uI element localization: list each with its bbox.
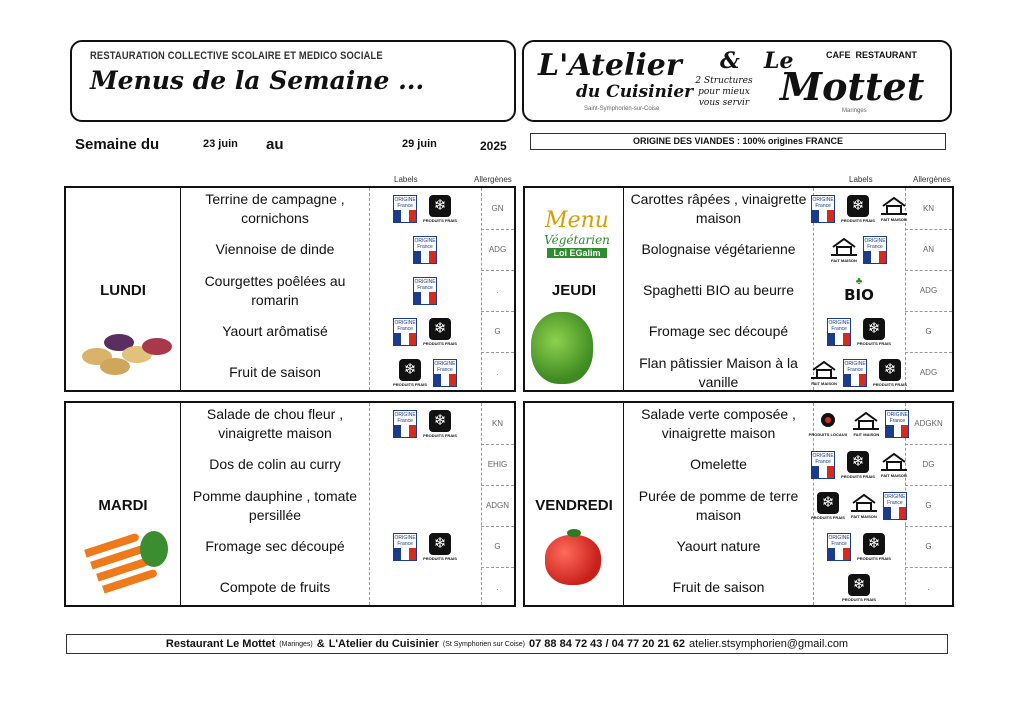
origine-france-icon: ORIGINE France — [413, 236, 437, 264]
snowflake-icon: ❄ PRODUITS FRAIS — [857, 319, 891, 346]
origine-france-icon: ORIGINE France — [863, 236, 887, 264]
origine-france-icon: ORIGINE France — [393, 410, 417, 438]
dish-allergens: G — [925, 501, 932, 510]
origine-france-icon: ORIGINE France — [811, 195, 835, 223]
house-icon: FAIT MAISON — [851, 493, 877, 519]
house-icon: FAIT MAISON — [811, 360, 837, 386]
snowflake-icon: ❄ PRODUITS FRAIS — [423, 534, 457, 561]
potato-shape — [142, 338, 172, 355]
dish-labels — [369, 188, 481, 229]
dish-allergens: . — [496, 368, 499, 377]
dish-labels — [813, 485, 905, 526]
dish-name: Viennoise de dinde — [215, 241, 335, 258]
day-column — [525, 403, 624, 605]
dish-allergens: G — [494, 327, 501, 336]
origin-note: ORIGINE DES VIANDES : 100% origines FRANCE — [530, 133, 946, 150]
day-column — [66, 403, 181, 605]
logo-atelier-place: Saint-Symphorien-sur-Coise — [584, 106, 660, 112]
logo-le: Le — [764, 48, 794, 74]
logo-ampersand: & — [720, 48, 740, 74]
potato-shape — [100, 358, 130, 375]
snowflake-icon: ❄ PRODUITS FRAIS — [873, 360, 907, 387]
snowflake-icon: ❄ PRODUITS FRAIS — [857, 534, 891, 561]
dish-name: Pomme dauphine , tomate persillée — [192, 488, 358, 523]
origine-france-icon: ORIGINE France — [393, 533, 417, 561]
dish-allergens: ADG — [919, 368, 938, 377]
origine-france-icon: ORIGINE France — [393, 195, 417, 223]
footer-amp: & — [316, 638, 325, 650]
origine-france-icon: ORIGINE France — [827, 318, 851, 346]
lettuce-image — [531, 312, 593, 384]
dish-allergens: KN — [491, 419, 504, 428]
tomato-stem — [567, 529, 581, 537]
dish-allergens: . — [496, 286, 499, 295]
origine-france-icon: ORIGINE France — [811, 451, 835, 479]
logo-mottet-place: Maringes — [842, 108, 867, 114]
week-to-label: au — [266, 136, 284, 153]
footer-contact — [66, 634, 948, 654]
house-icon: FAIT MAISON — [853, 411, 879, 437]
logo-cafe-tag: CAFE RESTAURANT — [826, 50, 917, 60]
labels-heading-right: Labels — [849, 175, 873, 184]
page-title: Menus de la Semaine ... — [90, 66, 425, 95]
dish-name: Dos de colin au curry — [209, 456, 341, 473]
house-icon: FAIT MAISON — [831, 237, 857, 263]
origine-france-icon: ORIGINE France — [413, 277, 437, 305]
potatoes-image — [76, 328, 172, 380]
logo-atelier-sub: du Cuisinier — [576, 82, 694, 102]
dish-labels — [369, 567, 481, 608]
title-box — [70, 40, 516, 122]
logo-atelier: L'Atelier — [538, 48, 682, 83]
dish-allergens: ADG — [488, 245, 507, 254]
origine-france-icon: ORIGINE France — [393, 318, 417, 346]
dish-allergens: . — [927, 583, 930, 592]
snowflake-icon: ❄ PRODUITS FRAIS — [393, 360, 427, 387]
dish-labels — [369, 444, 481, 485]
dish-labels — [813, 567, 905, 608]
header-subtitle: RESTAURATION COLLECTIVE SCOLAIRE ET MEDICO SOCIALE — [90, 50, 383, 62]
day-column — [66, 188, 181, 390]
snowflake-icon: ❄ PRODUITS FRAIS — [423, 319, 457, 346]
dish-labels — [369, 485, 481, 526]
snowflake-icon: ❄ PRODUITS FRAIS — [841, 196, 875, 223]
dish-name: Omelette — [690, 456, 747, 473]
snowflake-icon: ❄ PRODUITS FRAIS — [423, 196, 457, 223]
structures-note: 2 Structures pour mieux vous servir — [695, 76, 753, 108]
snowflake-icon: ❄ PRODUITS FRAIS — [841, 452, 875, 479]
dish-allergens: ADGKN — [914, 419, 943, 428]
carrot-leaves — [140, 531, 168, 567]
dish-allergens: G — [494, 542, 501, 551]
week-label: Semaine du — [75, 136, 160, 153]
dish-allergens: GN — [491, 204, 504, 213]
dish-allergens: G — [925, 327, 932, 336]
origine-france-icon: ORIGINE France — [827, 533, 851, 561]
dish-allergens: . — [496, 583, 499, 592]
dish-name: Bolognaise végétarienne — [641, 241, 796, 258]
week-from: 23 juin — [203, 138, 238, 150]
origine-france-icon: ORIGINE France — [885, 410, 909, 438]
dish-name: Purée de pomme de terre maison — [638, 488, 799, 523]
footer-restaurant-2-place: (St Symphorien sur Coise) — [442, 640, 525, 648]
local-products-icon: PRODUITS LOCAUX — [809, 411, 848, 437]
dish-labels — [808, 403, 908, 444]
dish-allergens: AN — [922, 245, 935, 254]
labels-heading-left: Labels — [394, 175, 418, 184]
day-column — [525, 188, 624, 390]
dish-allergens: KN — [922, 204, 935, 213]
dish-name: Spaghetti BIO au beurre — [643, 282, 794, 299]
vegetarian-menu-badge: Menu Végétarien Loi EGalim — [544, 208, 610, 258]
footer-restaurant-1-place: (Maringes) — [279, 640, 313, 648]
dish-name: Salade de chou fleur , vinaigrette maison — [206, 406, 344, 441]
dish-labels — [369, 229, 481, 270]
day-panel-vendredi — [523, 401, 954, 607]
day-panel-lundi — [64, 186, 516, 392]
dish-allergens: ADGN — [485, 501, 510, 510]
allergens-heading-right: Allergènes — [913, 175, 951, 184]
day-name: MARDI — [98, 497, 148, 514]
origine-france-icon: ORIGINE France — [883, 492, 907, 520]
dish-labels — [369, 270, 481, 311]
dish-labels — [813, 311, 905, 352]
day-panel-jeudi — [523, 186, 954, 392]
dish-name: Yaourt arômatisé — [222, 323, 328, 340]
dish-labels — [369, 403, 481, 444]
dish-allergens: EHIG — [487, 460, 508, 469]
dish-name: Flan pâtissier Maison à la vanille — [639, 355, 798, 390]
house-icon: FAIT MAISON — [881, 452, 907, 478]
dish-labels — [369, 352, 481, 393]
dish-name: Fruit de saison — [672, 579, 765, 596]
bio-icon: ♣ BIO — [844, 275, 874, 304]
day-panel-mardi — [64, 401, 516, 607]
dish-labels — [813, 526, 905, 567]
dish-name: Fromage sec découpé — [648, 323, 789, 340]
dish-labels — [813, 352, 905, 393]
day-name: VENDREDI — [535, 497, 613, 514]
dish-name: Carottes râpées , vinaigrette maison — [630, 191, 807, 226]
dish-labels — [813, 188, 905, 229]
dish-labels — [369, 311, 481, 352]
footer-email[interactable]: atelier.stsymphorien@gmail.com — [688, 638, 849, 650]
dish-labels — [813, 270, 905, 311]
snowflake-icon: ❄ PRODUITS FRAIS — [811, 493, 845, 520]
dish-name: Yaourt nature — [676, 538, 761, 555]
week-to: 29 juin — [402, 138, 437, 150]
dish-name: Terrine de campagne , cornichons — [205, 191, 345, 226]
allergens-heading-left: Allergènes — [474, 175, 512, 184]
logo-mottet: Mottet — [780, 64, 925, 109]
footer-restaurant-2: L'Atelier du Cuisinier — [328, 638, 439, 650]
origine-france-icon: ORIGINE France — [843, 359, 867, 387]
dish-name: Fruit de saison — [229, 364, 321, 381]
tomato-image — [545, 535, 601, 585]
leaf-icon: ♣ — [855, 275, 863, 287]
footer-restaurant-1: Restaurant Le Mottet — [165, 638, 276, 650]
dish-labels — [369, 526, 481, 567]
week-year: 2025 — [480, 139, 507, 153]
footer-phones: 07 88 84 72 43 / 04 77 20 21 62 — [529, 638, 685, 650]
dish-name: Fromage sec découpé — [205, 538, 345, 555]
dish-allergens: G — [925, 542, 932, 551]
dish-name: Salade verte composée , vinaigrette maison — [641, 406, 796, 441]
dish-name: Courgettes poêlées au romarin — [204, 273, 346, 308]
dish-allergens: DG — [922, 460, 935, 469]
dish-allergens: ADG — [919, 286, 938, 295]
snowflake-icon: ❄ PRODUITS FRAIS — [423, 411, 457, 438]
snowflake-icon: ❄ PRODUITS FRAIS — [842, 575, 876, 602]
origine-france-icon: ORIGINE France — [433, 359, 457, 387]
day-name: LUNDI — [100, 282, 146, 299]
logo-box — [522, 40, 952, 122]
day-name: JEUDI — [551, 282, 597, 299]
house-icon: FAIT MAISON — [881, 196, 907, 222]
dish-labels — [813, 229, 905, 270]
carrots-image — [80, 531, 170, 601]
dish-labels — [813, 444, 905, 485]
dish-name: Compote de fruits — [219, 579, 331, 596]
